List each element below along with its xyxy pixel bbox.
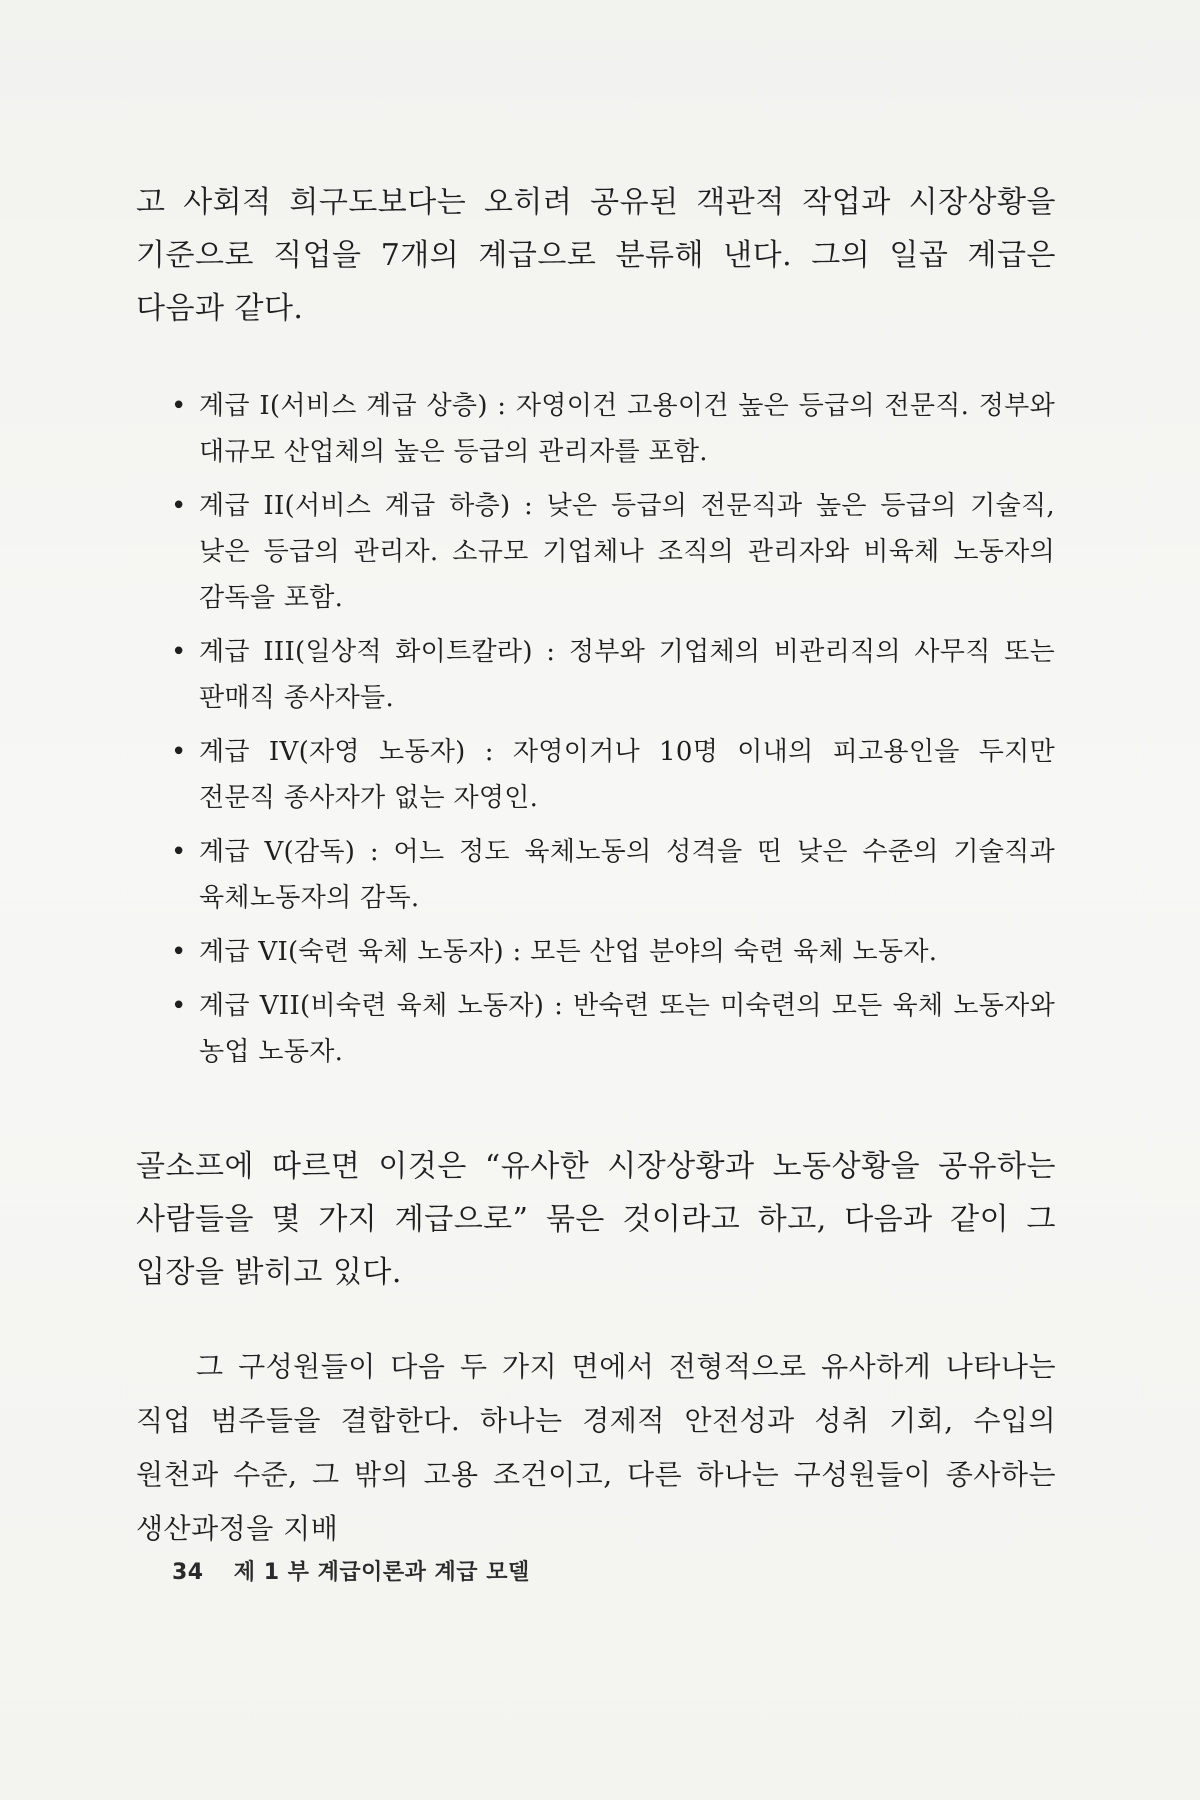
bullet-icon: • (171, 391, 187, 421)
intro-paragraph-block (136, 176, 1056, 335)
quote-paragraph: 골소프에 따르면 이것은 “유사한 시장상황과 노동상황을 공유하는 사람들을 몇 가지 계급으로” 묶은 것이라고 하고, 다음과 같이 그 입장을 밝히고 있다. (136, 1149, 1056, 1290)
bullet-icon: • (171, 637, 187, 667)
page-footer (172, 1555, 530, 1586)
class-list-item (165, 483, 1055, 621)
bullet-icon: • (171, 737, 187, 767)
class-list-item (165, 983, 1055, 1075)
class-list-item (165, 629, 1055, 721)
chapter-title: 계급이론과 계급 모델 (317, 1560, 530, 1585)
class-item-text: 계급 VI(숙련 육체 노동자) : 모든 산업 분야의 숙련 육체 노동자. (199, 937, 938, 967)
class-item-text: 계급 V(감독) : 어느 정도 육체노동의 성격을 띤 낮은 수준의 기술직과 육체노동자의 감독. (199, 837, 1055, 913)
page-number: 34 (172, 1560, 204, 1585)
bullet-icon: • (171, 937, 187, 967)
class-item-text: 계급 III(일상적 화이트칼라) : 정부와 기업체의 비관리직의 사무직 또는 판매직 종사자들. (199, 637, 1055, 713)
class-item-text: 계급 II(서비스 계급 하층) : 낮은 등급의 전문직과 높은 등급의 기술직, 낮은 등급의 관리자. 소규모 기업체나 조직의 관리자와 비육체 노동자의 감독을 포함. (199, 491, 1055, 613)
class-list-item (165, 383, 1055, 475)
class-list-item (165, 729, 1055, 821)
bullet-icon: • (171, 991, 187, 1021)
intro-paragraph: 고 사회적 희구도보다는 오히려 공유된 객관적 작업과 시장상황을 기준으로 직업을 7개의 계급으로 분류해 낸다. 그의 일곱 계급은 다음과 같다. (136, 185, 1056, 326)
class-item-text: 계급 VII(비숙련 육체 노동자) : 반숙련 또는 미숙련의 모든 육체 노동자와 농업 노동자. (199, 991, 1055, 1067)
bullet-icon: • (171, 837, 187, 867)
quote-paragraph-block (136, 1140, 1056, 1299)
part-label: 제 1 부 (233, 1560, 310, 1585)
class-list-item (165, 929, 1055, 975)
class-list (165, 383, 1055, 1083)
class-list-item (165, 829, 1055, 921)
bullet-icon: • (171, 491, 187, 521)
class-item-text: 계급 I(서비스 계급 상층) : 자영이건 고용이건 높은 등급의 전문직. 정부와 대규모 산업체의 높은 등급의 관리자를 포함. (199, 391, 1055, 467)
definition-paragraph-block (136, 1340, 1056, 1556)
definition-paragraph: 그 구성원들이 다음 두 가지 면에서 전형적으로 유사하게 나타나는 직업 범주들을 결합한다. 하나는 경제적 안전성과 성취 기회, 수입의 원천과 수준, 그 밖의 고용 조건이고, 다른 하나는 구성원들이 종사하는 생산과정을 지배 (136, 1350, 1056, 1545)
class-item-text: 계급 IV(자영 노동자) : 자영이거나 10명 이내의 피고용인을 두지만 전문직 종사자가 없는 자영인. (199, 737, 1055, 813)
